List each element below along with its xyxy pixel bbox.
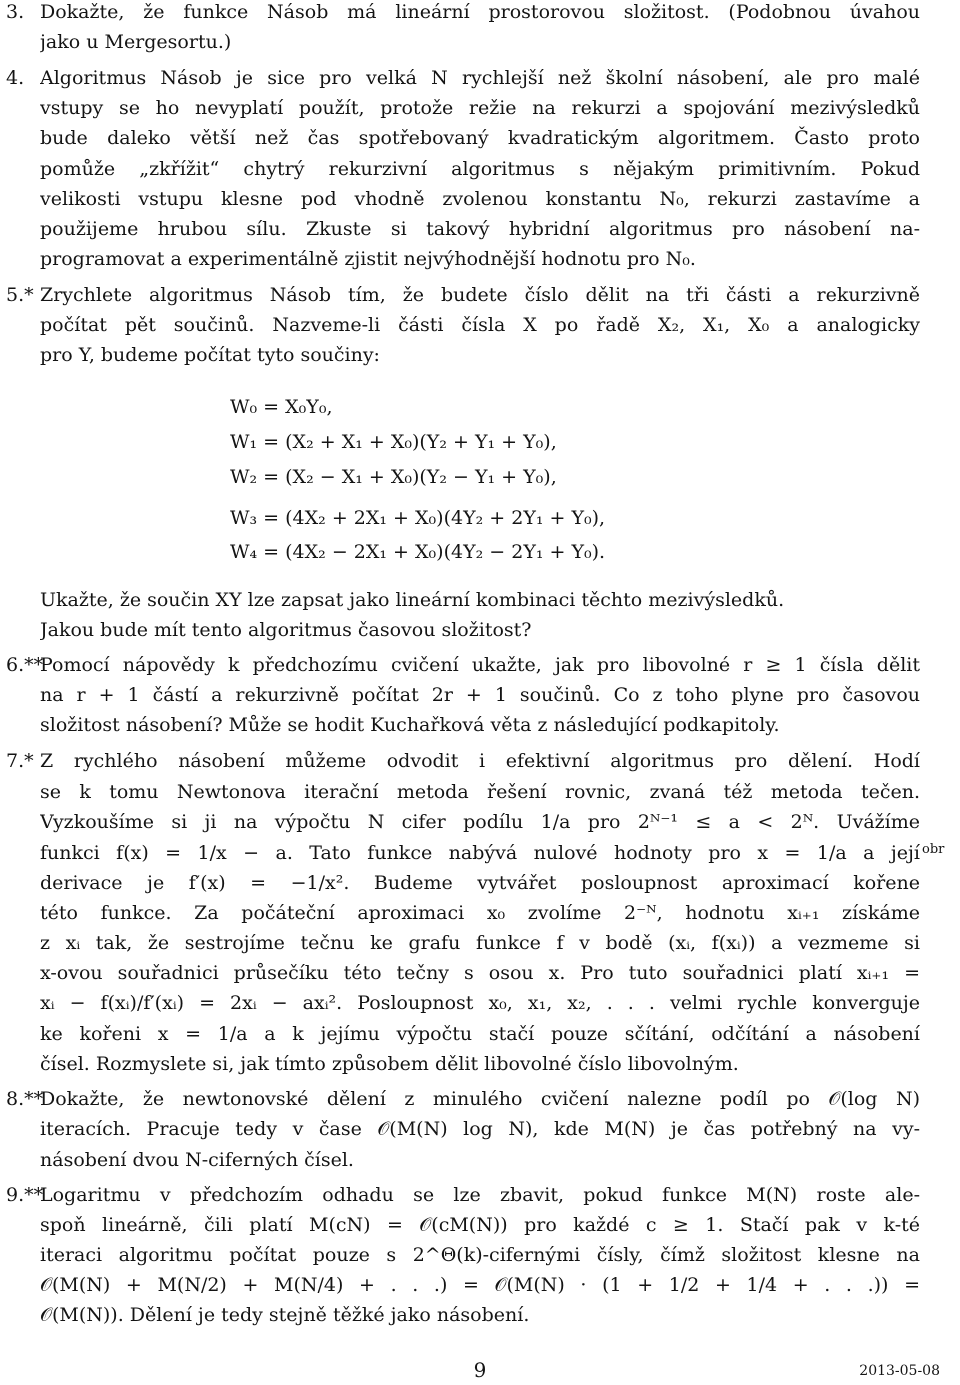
text-line: na r + 1 částí a rekurzivně počítat 2r + 1 součinů. Co z toho plyne pro časovou	[40, 684, 920, 706]
text-line: bude daleko větší než čas spotřebovaný kvadratickým algoritmem. Často proto	[40, 127, 920, 149]
text-line: xᵢ − f(xᵢ)/f′(xᵢ) = 2xᵢ − axᵢ². Posloupnost x₀, x₁, x₂, . . . velmi rychle konverguje	[40, 992, 920, 1014]
exercise-number: 8.**	[6, 1088, 44, 1110]
exercise-number: 7.*	[6, 750, 34, 772]
text-line: pomůže „zkřížit“ chytrý rekurzivní algoritmus s nějakým primitivním. Pokud	[40, 158, 920, 180]
equation-w4: W₄ = (4X₂ − 2X₁ + X₀)(4Y₂ − 2Y₁ + Y₀).	[230, 541, 606, 563]
text-line: iteracích. Pracuje tedy v čase 𝒪(M(N) log N), kde M(N) je čas potřebný na vy-	[40, 1118, 920, 1140]
equation-w2: W₂ = (X₂ − X₁ + X₀)(Y₂ − Y₁ + Y₀),	[230, 466, 557, 488]
exercise-number: 6.**	[6, 654, 44, 676]
text-line: velikosti vstupu klesne pod vhodně zvolenou konstantu N₀, rekurzi zastavíme a	[40, 188, 920, 210]
text-line: derivace je f′(x) = −1/x². Budeme vytvářet posloupnost aproximací kořene	[40, 872, 920, 894]
text-line: Algoritmus Násob je sice pro velká N rychlejší než školní násobení, ale pro malé	[40, 67, 920, 89]
footer-date: 2013-05-08	[859, 1363, 940, 1379]
margin-note: obr	[922, 842, 945, 857]
exercise-number: 4.	[6, 67, 25, 89]
text-line: Zrychlete algoritmus Násob tím, že budete číslo dělit na tři části a rekurzivně	[40, 284, 920, 306]
text-line: programovat a experimentálně zjistit nejvýhodnější hodnotu pro N₀.	[40, 248, 696, 270]
text-line: Z rychlého násobení můžeme odvodit i efektivní algoritmus pro dělení. Hodí	[40, 750, 920, 772]
text-line: se k tomu Newtonova iterační metoda řešení rovnic, zvaná též metoda tečen.	[40, 781, 920, 803]
text-line: jako u Mergesortu.)	[40, 31, 232, 53]
exercise-number: 3.	[6, 1, 25, 23]
text-line: použijeme hrubou sílu. Zkuste si takový hybridní algoritmus pro násobení na-	[40, 218, 920, 240]
text-line: iteraci algoritmu počítat pouze s 2^Θ(k)-cifernými čísly, čímž složitost klesne na	[40, 1244, 920, 1266]
text-line: složitost násobení? Může se hodit Kuchařková věta z následující podkapitoly.	[40, 714, 780, 736]
text-line: x-ovou souřadnici průsečíku této tečny s osou x. Pro tuto souřadnici platí xᵢ₊₁ =	[40, 962, 920, 984]
equation-w3: W₃ = (4X₂ + 2X₁ + X₀)(4Y₂ + 2Y₁ + Y₀),	[230, 507, 606, 529]
page-number: 9	[473, 1358, 487, 1382]
text-line: Logaritmu v předchozím odhadu se lze zbavit, pokud funkce M(N) roste ale-	[40, 1184, 920, 1206]
equation-w0: W₀ = X₀Y₀,	[230, 396, 333, 418]
text-line: Pomocí nápovědy k předchozímu cvičení ukažte, jak pro libovolné r ≥ 1 čísla dělit	[40, 654, 920, 676]
text-line: 𝒪(M(N) + M(N/2) + M(N/4) + . . .) = 𝒪(M(N) · (1 + 1/2 + 1/4 + . . .)) =	[40, 1274, 920, 1296]
equation-w1: W₁ = (X₂ + X₁ + X₀)(Y₂ + Y₁ + Y₀),	[230, 431, 557, 453]
text-line: funkci f(x) = 1/x − a. Tato funkce nabývá nulové hodnoty pro x = 1/a a její	[40, 842, 920, 864]
text-line: Dokažte, že funkce Násob má lineární prostorovou složitost. (Podobnou úvahou	[40, 1, 920, 23]
text-line: počítat pět součinů. Nazveme-li části čísla X po řadě X₂, X₁, X₀ a analogicky	[40, 314, 920, 336]
text-line: z xᵢ tak, že sestrojíme tečnu ke grafu funkce f v bodě (xᵢ, f(xᵢ)) a vezmeme si	[40, 932, 920, 954]
exercise-number: 5.*	[6, 284, 34, 306]
text-line: násobení dvou N-ciferných čísel.	[40, 1149, 354, 1171]
text-line: této funkce. Za počáteční aproximaci x₀ zvolíme 2⁻ᴺ, hodnotu xᵢ₊₁ získáme	[40, 902, 920, 924]
text-line: Vyzkoušíme si ji na výpočtu N cifer podílu 1/a pro 2ᴺ⁻¹ ≤ a < 2ᴺ. Uvážíme	[40, 811, 920, 833]
text-line: spoň lineárně, čili platí M(cN) = 𝒪(cM(N)) pro každé c ≥ 1. Stačí pak v k-té	[40, 1214, 920, 1236]
text-line: čísel. Rozmyslete si, jak tímto způsobem dělit libovolné číslo libovolným.	[40, 1053, 739, 1075]
exercise-number: 9.**	[6, 1184, 44, 1206]
text-line: pro Y, budeme počítat tyto součiny:	[40, 344, 380, 366]
text-line: vstupy se ho nevyplatí použít, protože režie na rekurzi a spojování mezivýsledků	[40, 97, 920, 119]
text-line: Jakou bude mít tento algoritmus časovou složitost?	[40, 619, 532, 641]
text-line: Ukažte, že součin XY lze zapsat jako lineární kombinaci těchto mezivýsledků.	[40, 589, 785, 611]
text-line: Dokažte, že newtonovské dělení z minulého cvičení nalezne podíl po 𝒪(log N)	[40, 1088, 920, 1110]
text-line: 𝒪(M(N)). Dělení je tedy stejně těžké jako násobení.	[40, 1304, 530, 1326]
text-line: ke kořeni x = 1/a a k jejímu výpočtu stačí pouze sčítání, odčítání a násobení	[40, 1023, 920, 1045]
